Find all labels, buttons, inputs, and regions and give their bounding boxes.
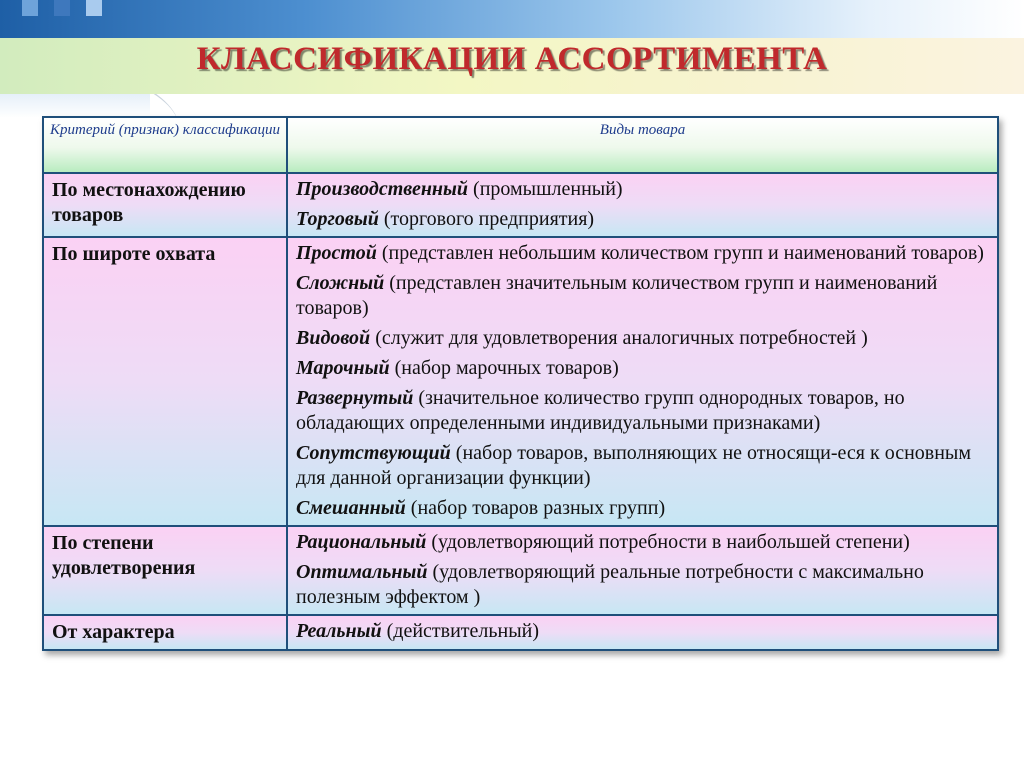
slide-title: КЛАССИФИКАЦИИ АССОРТИМЕНТА: [196, 41, 828, 77]
decor-square: [54, 0, 70, 16]
kinds-cell: [287, 615, 998, 650]
kind-item: Марочный (набор марочных товаров): [296, 357, 619, 379]
criterion-cell: По местонахождению товаров: [43, 173, 287, 237]
kinds-cell: [287, 526, 998, 615]
kind-item: Реальный (действительный): [296, 620, 540, 642]
kind-item: Сложный (представлен значительным количеством групп и наименований товаров): [296, 272, 938, 319]
classification-table: [42, 116, 999, 651]
top-decor-band: [0, 0, 1024, 38]
kind-item: Развернутый (значительное количество групп однородных товаров, но обладающих определенными индивидуальными признаками): [296, 387, 905, 434]
table-row: [43, 526, 998, 615]
header-kinds: Виды товара: [287, 117, 998, 173]
decor-square: [22, 0, 38, 16]
kind-item: Оптимальный (удовлетворяющий реальные потребности с максимально полезным эффектом ): [296, 561, 924, 608]
criterion-cell: По широте охвата: [43, 237, 287, 526]
table-header-row: [43, 117, 998, 173]
criterion-cell: От характера: [43, 615, 287, 650]
kind-item: Смешанный (набор товаров разных групп): [296, 497, 666, 519]
kind-item: Видовой (служит для удовлетворения аналогичных потребностей ): [296, 327, 868, 349]
table-row: [43, 173, 998, 237]
kind-item: Торговый (торгового предприятия): [296, 208, 595, 230]
kind-item: Рациональный (удовлетворяющий потребности в наибольшей степени): [296, 531, 910, 553]
table-row: [43, 237, 998, 526]
kind-item: Простой (представлен небольшим количеством групп и наименований товаров): [296, 242, 984, 264]
criterion-cell: По степени удовлетворения: [43, 526, 287, 615]
header-criterion: Критерий (признак) классификации: [43, 117, 287, 173]
decor-square: [86, 0, 102, 16]
kind-item: Производственный (промышленный): [296, 178, 623, 200]
kinds-cell: [287, 173, 998, 237]
kinds-cell: [287, 237, 998, 526]
table-row: [43, 615, 998, 650]
kind-item: Сопутствующий (набор товаров, выполняющих не относящи-еся к основным для данной организации функции): [296, 442, 972, 489]
